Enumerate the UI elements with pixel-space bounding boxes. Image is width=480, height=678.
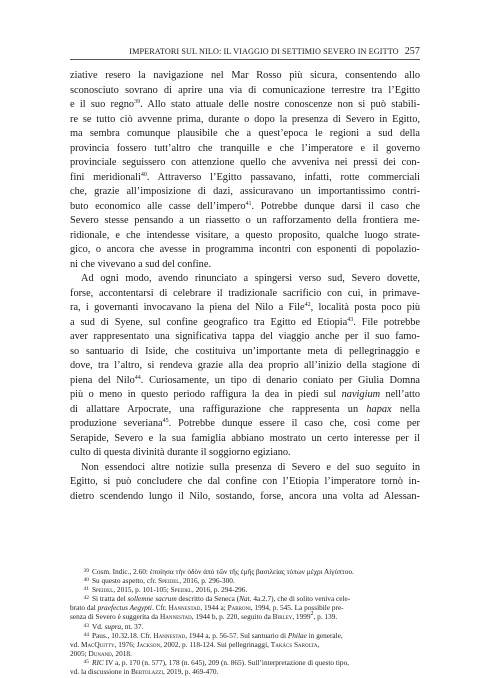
text-line: Non essendoci altre notizie sulla presenza di Severo e del suo seguito in — [81, 461, 420, 473]
text-line: aver rappresentato una significativa tappa del viaggio anche per il suo famo- — [70, 331, 420, 342]
text-line: produzione severiana$^{45}$. Potrebbe dunque essere il caso che, così come per — [70, 418, 421, 429]
footnote-ref[interactable]: 43 — [347, 316, 354, 323]
footnotes — [70, 567, 420, 676]
text-line: ridionale, e che intendesse visitare, a questo proposito, qualche luogo strate- — [70, 229, 420, 241]
text-line: piena del Nilo$^{44}$. Curiosamente, un tipo di denario coniato per Giulia Domna — [70, 374, 420, 386]
footnote-45: 45 RIC IV a, p. 170 (n. 577), 178 (n. 645), 209 (n. 865). Sull’interpretazione di questo tipo, — [83, 657, 350, 667]
page-number: 257 — [404, 46, 420, 57]
text-line: Serapide, Severo e la sua famiglia abbiano mostrato un certo interesse per il — [70, 432, 420, 444]
text-line: Severo stesse pensando a un riassetto o un rafforzamento della frontiera me- — [70, 215, 420, 226]
text-line: sconosciuto sovrano di aprire una via di comunicazione terrestre tra l’Egitto — [70, 84, 420, 96]
text-line: a sud di Syene, sul confine geografico tra Egitto ed Etiopia$^{43}$. File potrebbe — [70, 316, 420, 328]
main-text — [70, 69, 420, 504]
footnote-42-line-2: brato dal praefectus Aegypti. Cfr. Hannestad, 1944 a; Parroni, 1994, p. 545. La possibile pre- — [70, 603, 344, 613]
text-line: più o meno in questo periodo raffigura la dea in piedi sul navigium nell’atto — [70, 389, 420, 400]
text-line: gico, o ancora che avesse in programma incontri con esponenti di popolazio- — [70, 244, 420, 255]
text-line: fini meridionali$^{40}$. Attraverso l’Egitto passavano, infatti, rotte commerciali — [70, 171, 420, 183]
text-line: provincia fossero tutt’altro che tranquille e che l’imperatore e il governo — [70, 142, 420, 154]
running-head-title: IMPERATORI SUL NILO: IL VIAGGIO DI SETTIMIO SEVERO IN EGITTO — [129, 47, 399, 56]
text-line: ni che vivevano a sud del confine. — [70, 258, 212, 270]
footnote-ref[interactable]: 41 — [245, 200, 252, 207]
text-line: di allattare Arpocrate, una raffigurazione che rappresenta un hapax nella — [70, 403, 420, 415]
text-line: re se tutto ciò avvenne prima, durante o dopo la presenza di Severo in Egitto, — [70, 113, 420, 125]
text-line: dove, tra l’altro, si rendeva grazie alla dea proprio all’inizio della stagione di — [70, 360, 420, 371]
text-line: dietro scendendo lungo il Nilo, sostando, forse, ancora una volta ad Alessan- — [70, 490, 420, 502]
text-line: provinciale seguissero con attenzione quello che avveniva nei pressi dei con- — [70, 157, 420, 168]
footnote-45-line-2: vd. la discussione in Bertolazzi, 2019, p. 469-470. — [70, 667, 219, 677]
text-line: ziative resero la navigazione nel Mar Rosso più sicura, consentendo allo — [70, 70, 420, 81]
footnote-ref[interactable]: 42 — [304, 302, 311, 308]
footnote-42: 42 Si tratta del sollemne sacrum descritto da Seneca (Nat. 4a.2.7), che di solito veniva cele- — [83, 594, 351, 604]
text-line: che, grazie all’imposizione di dazi, assicuravano un importantissimo contri- — [70, 186, 420, 197]
paragraph-1 — [70, 69, 420, 272]
footnote-43: 43 Vd. supra, nt. 37. — [83, 621, 144, 631]
footnote-44: 44 Paus., 10.32.18. Cfr. Hannestad, 1944 a, p. 56-57. Sul santuario di Philae in generale, — [83, 630, 343, 640]
footnote-ref[interactable]: 40 — [140, 171, 147, 178]
footnote-ref[interactable]: 39 — [134, 99, 141, 105]
text-line: e il suo regno$^{39}$. Allo stato attuale delle nostre conoscenze non si può stabili- — [70, 99, 420, 110]
text-line: ma sembra comunque plausibile che a quest’epoca le regioni a sud della — [70, 128, 420, 139]
text-line: Ad ogni modo, avendo rinunciato a spingersi verso sud, Severo dovette, — [81, 273, 420, 284]
text-line: ra, i governanti invocavano la piena del Nilo a File$^{42}$, località posta poco più — [70, 302, 421, 313]
footnote-40: 40 Su questo aspetto, cfr. Speidel, 2016, p. 296-300. — [83, 576, 235, 586]
footnote-44-line-2: vd. MacQuitty, 1976; Jackson, 2002, p. 118-124. Sui pellegrinaggi, Takács Sarolta, — [70, 639, 320, 649]
footnote-ref[interactable]: 45 — [162, 418, 169, 424]
text-line: culto di questa divinità durante il soggiorno egiziano. — [70, 447, 291, 458]
text-line: buto economico alle casse dell’impero$^{41}$. Potrebbe dunque darsi il caso che — [70, 200, 420, 212]
running-head — [70, 46, 420, 60]
footnote-ref[interactable]: 44 — [134, 374, 141, 381]
paragraph-2 — [70, 272, 420, 461]
text-line: Egitto, si può concludere che dal confine con l’Etiopia l’imperatore tornò in- — [70, 476, 420, 487]
footnote-41: 41 Speidel, 2015, p. 101-105; Speidel, 2016, p. 294-296. — [83, 585, 248, 595]
footnote-39: 39 Cosm. Indic., 2.60: ἐποίησα τὴν ὁδὸν ἀπὸ τῶν τῆς ἐμῆς βασιλείας τόπων μέχρι Αἰγύπτου. — [83, 567, 354, 576]
text-line: forse, accontentarsi di celebrare il tradizionale sacrificio con cui, in primave- — [70, 287, 420, 299]
footnote-44-line-3: 2005; Dunand, 2018. — [70, 648, 132, 658]
footnote-42-line-3: senza di Severo è suggerita da Hannestad, 1944 b, p. 220, seguito da Birley, 1999$^2$, p. 139. — [70, 611, 338, 622]
paragraph-3 — [70, 461, 420, 505]
text-line: so santuario di Iside, che costituiva un’importante meta di pellegrinaggio e — [70, 345, 420, 357]
